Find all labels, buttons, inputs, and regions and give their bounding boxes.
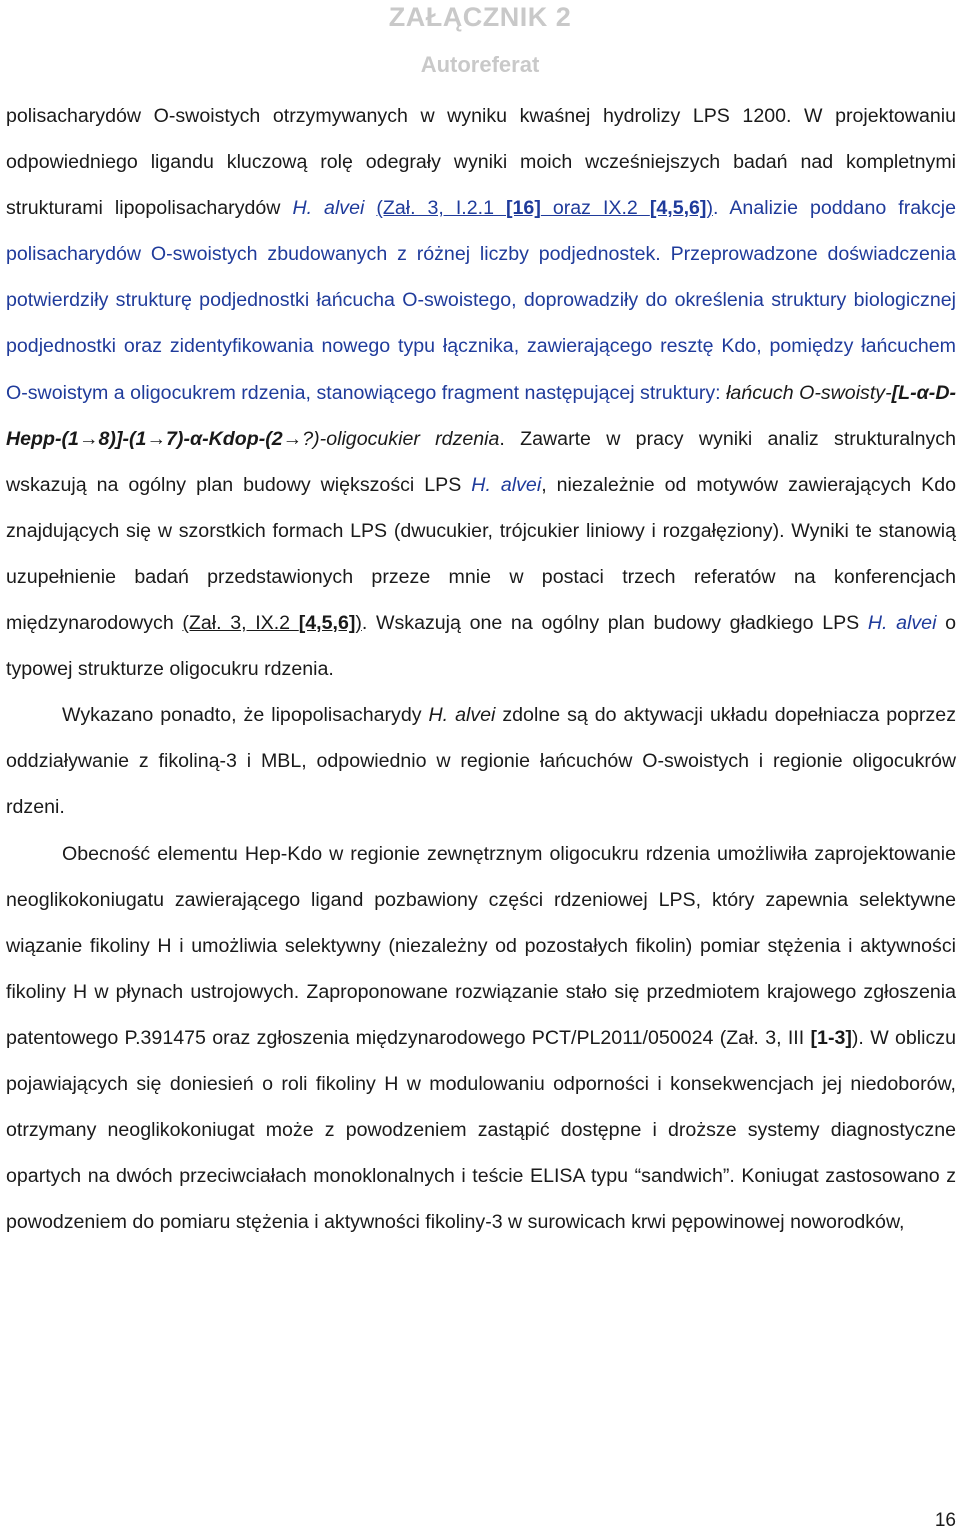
formula-part: [L-α-D-Hepp-(1 <box>6 381 956 450</box>
reference-link[interactable] <box>376 197 713 219</box>
page-number: 16 <box>934 1510 956 1531</box>
arrow-icon: → <box>146 427 167 450</box>
text-run: polisacharydów O-swoistych otrzymywanych w wyniku kwaśnej hydrolizy LPS 1200. W projektowaniu odpowiedniego ligandu kluczową rolę odegrały wyniki moich wcześniejszych badań nad kompletnymi strukturami lipopolisacharydów <box>6 105 956 220</box>
reference-text: oraz IX.2 <box>540 197 650 220</box>
arrow-icon: → <box>78 427 99 450</box>
text-run: zdolne są do aktywacji układu dopełniacza poprzez oddziaływanie z fikoliną-3 i MBL, odpowiednio w regionie łańcuchów O-swoistych i regionie oligocukrów rdzeni. <box>6 704 956 819</box>
reference-number: [16] <box>506 197 541 220</box>
formula-part: 7)-α-Kdop-(2 <box>166 427 283 450</box>
text-run: o typowej strukturze oligocukru rdzenia. <box>6 612 956 681</box>
formula-part: ?)-oligocukier rdzenia <box>302 427 500 450</box>
reference-text: ) <box>706 197 713 220</box>
paragraph-1 <box>6 93 956 692</box>
formula-part: łańcuch O-swoisty- <box>726 381 892 404</box>
species-name: H. alvei <box>471 473 542 496</box>
arrow-icon: → <box>282 427 303 450</box>
reference-number: [4,5,6] <box>649 197 707 220</box>
paragraph-3 <box>6 831 956 1246</box>
species-name: H. alvei <box>292 197 365 220</box>
text-run: . Analizie poddano frakcje polisacharydów O-swoistych zbudowanych z różnej liczby podjednostek. Przeprowadzone doświadczenia potwierdziły strukturę podjednostki łańcucha O-swoistego, doprowadziły do określenia struktury biologicznej podjednostki oraz zidentyfikowania nowego typu łącznika, zawierającego resztę Kdo, pomiędzy łańcuchem O-swoistym a oligocukrem rdzenia, stanowiącego fragment następującej struktury: <box>6 197 956 404</box>
reference-text: (Zał. 3, I.2.1 <box>376 197 506 220</box>
document-body <box>6 93 956 1245</box>
annex-title: ZAŁĄCZNIK 2 <box>388 2 572 32</box>
document-subtitle: Autoreferat <box>420 52 540 77</box>
species-name: H. alvei <box>428 704 496 727</box>
text-run: Wykazano ponadto, że lipopolisacharydy <box>62 704 429 727</box>
text-run: ). W obliczu pojawiających się doniesień o roli fikoliny H w modulowaniu odporności i konsekwencjach jej niedoborów, otrzymany neoglikokoniugat może z powodzeniem zastąpić dostępne i droższe systemy diagnostyczne opartych na dwóch przeciwciałach monoklonalnych i teście ELISA typu “sandwich”. Koniugat zastosowano z powodzeniem do pomiaru stężenia i aktywności fikoliny-3 w surowicach krwi pępowinowej noworodków, <box>6 1026 957 1234</box>
formula-part: 8)]-(1 <box>98 427 147 450</box>
reference-text: ) <box>355 612 362 635</box>
paragraph-2 <box>6 692 956 830</box>
text-run: Obecność elementu Hep-Kdo w regionie zewnętrznym oligocukru rdzenia umożliwiła zaprojektowanie neoglikokoniugatu zawierającego ligand pozbawiony części rdzeniowej LPS, który zapewnia selektywne wiązanie fikoliny H i umożliwia selektywny (niezależny od pozostałych fikolin) pomiar stężenia i aktywności fikoliny H w płynach ustrojowych. Zaproponowane rozwiązanie stało się przedmiotem krajowego zgłoszenia patentowego P.391475 oraz zgłoszenia międzynarodowego PCT/PL2011/050024 (Zał. 3, III <box>6 842 956 1049</box>
text-run: . Wskazują one na ogólny plan budowy gładkiego LPS <box>361 612 868 635</box>
text-run: , niezależnie od motywów zawierających Kdo znajdujących się w szorstkich formach LPS (dwucukier, trójcukier liniowy i rozgałęziony). Wyniki te stanowią uzupełnienie badań przedstawionych przeze mnie w postaci trzech referatów na konferencjach międzynarodowych <box>6 473 956 635</box>
reference-text: (Zał. 3, IX.2 <box>182 612 299 635</box>
reference-link[interactable] <box>182 612 362 634</box>
reference-number: [4,5,6] <box>298 612 356 635</box>
species-name: H. alvei <box>867 612 937 635</box>
text-run: . Zawarte w pracy wyniki analiz strukturalnych wskazują na ogólny plan budowy większości LPS <box>6 427 956 496</box>
reference-number: [1-3] <box>810 1026 852 1049</box>
